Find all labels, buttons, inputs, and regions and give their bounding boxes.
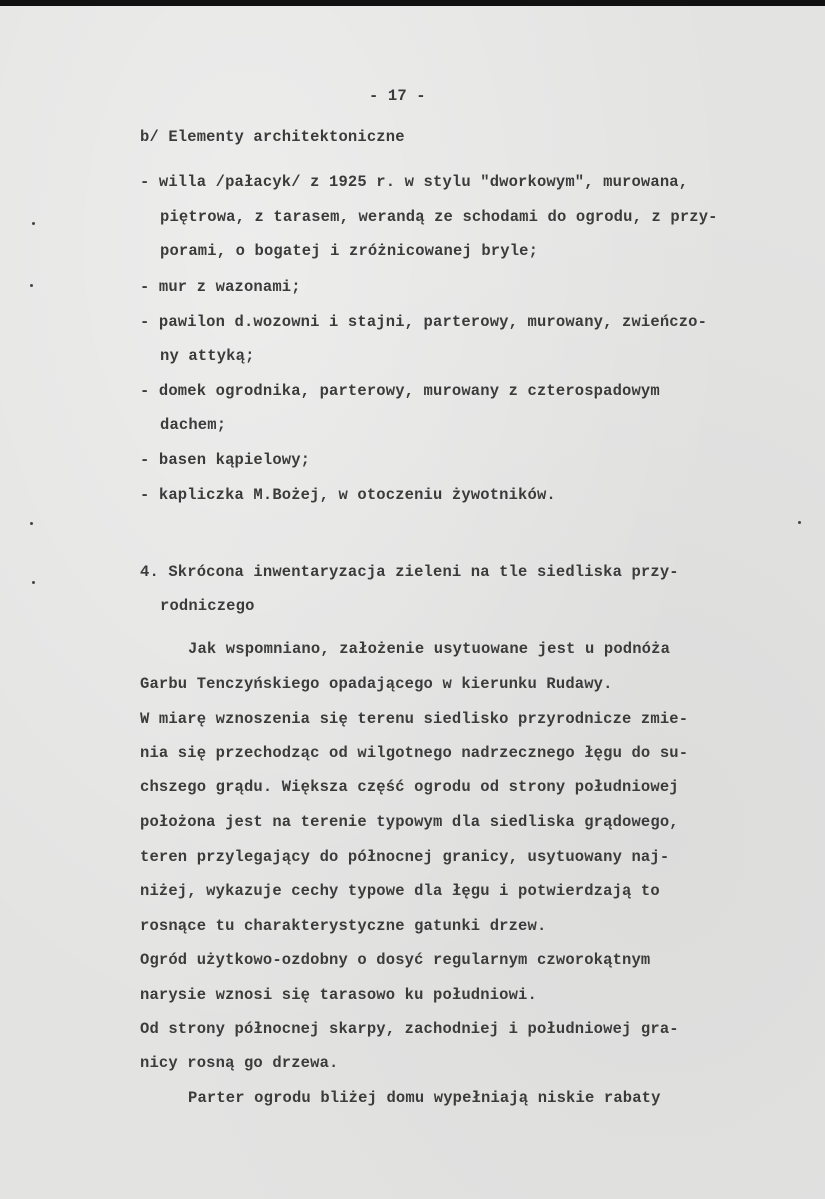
margin-mark — [30, 284, 33, 287]
body-line: rosnące tu charakterystyczne gatunki drzew. — [140, 917, 547, 935]
body-line: nia się przechodząc od wilgotnego nadrzecznego łęgu do su- — [140, 744, 689, 762]
body-line: Ogród użytkowo-ozdobny o dosyć regularnym czworokątnym — [140, 951, 651, 969]
body-line: nicy rosną go drzewa. — [140, 1054, 339, 1072]
list-line: ny attyką; — [160, 347, 255, 365]
body-line: niżej, wykazuje cechy typowe dla łęgu i potwierdzają to — [140, 882, 660, 900]
body-line: położona jest na terenie typowym dla siedliska grądowego, — [140, 813, 679, 831]
body-line: chszego grądu. Większa część ogrodu od strony południowej — [140, 778, 679, 796]
list-line: - mur z wazonami; — [140, 278, 301, 296]
body-line: W miarę wznoszenia się terenu siedlisko przyrodnicze zmie- — [140, 710, 689, 728]
body-line: narysie wznosi się tarasowo ku południowi. — [140, 986, 537, 1004]
section-b-heading: b/ Elementy architektoniczne — [140, 128, 405, 146]
margin-mark — [32, 581, 35, 584]
list-line: - basen kąpielowy; — [140, 451, 311, 469]
body-line: Garbu Tenczyńskiego opadającego w kierunku Rudawy. — [140, 675, 613, 693]
list-line: porami, o bogatej i zróżnicowanej bryle; — [160, 242, 539, 260]
page-number: - 17 - — [369, 87, 426, 105]
list-line: piętrowa, z tarasem, werandą ze schodami do ogrodu, z przy- — [160, 208, 718, 226]
section-4-heading-cont: rodniczego — [160, 597, 255, 615]
body-line: Od strony północnej skarpy, zachodniej i południowej gra- — [140, 1020, 679, 1038]
section-4-heading: 4. Skrócona inwentaryzacja zieleni na tle siedliska przy- — [140, 563, 679, 581]
list-line: dachem; — [160, 416, 227, 434]
list-line: - willa /pałacyk/ z 1925 r. w stylu "dworkowym", murowana, — [140, 173, 689, 191]
list-line: - kapliczka M.Bożej, w otoczeniu żywotników. — [140, 486, 556, 504]
body-line: Jak wspomniano, założenie usytuowane jest u podnóża — [188, 640, 671, 658]
margin-mark — [798, 521, 801, 524]
list-line: - domek ogrodnika, parterowy, murowany z czterospadowym — [140, 382, 660, 400]
body-line: Parter ogrodu bliżej domu wypełniają niskie rabaty — [188, 1089, 661, 1107]
margin-mark — [30, 522, 33, 525]
document-page — [0, 6, 825, 1199]
body-line: teren przylegający do północnej granicy, usytuowany naj- — [140, 848, 670, 866]
margin-mark — [32, 222, 35, 225]
list-line: - pawilon d.wozowni i stajni, parterowy, murowany, zwieńczo- — [140, 313, 708, 331]
